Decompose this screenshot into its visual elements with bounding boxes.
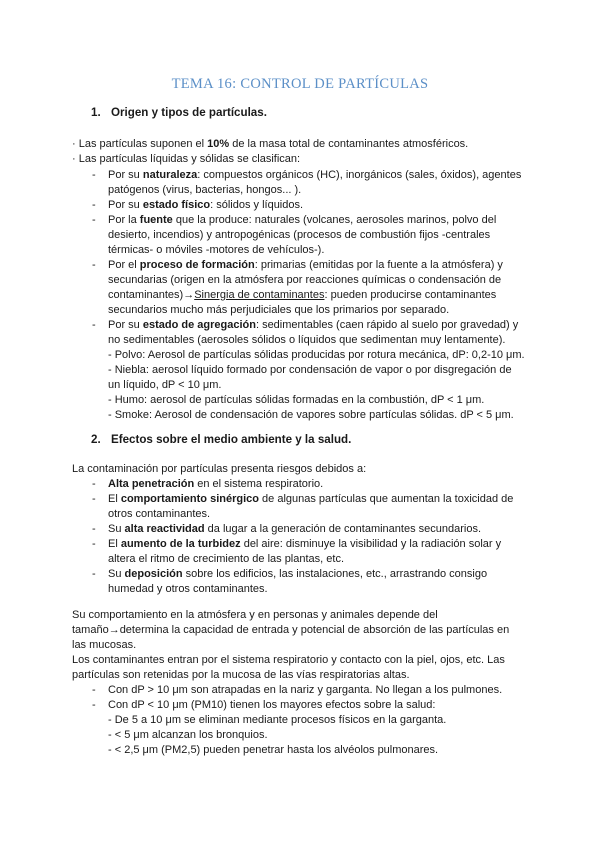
sub-item-5-10: - De 5 a 10 μm se eliminan mediante procesos físicos en la garganta. <box>108 714 447 726</box>
text: da lugar a la generación de contaminantes secundarios. <box>204 523 482 535</box>
text: El <box>108 493 121 505</box>
sub-item-niebla: - Niebla: aerosol líquido formado por condensación de vapor o por disgregación de <box>108 364 512 376</box>
text: Por el <box>108 259 140 271</box>
list-item-deposicion <box>108 567 487 582</box>
text-bold: fuente <box>139 214 173 226</box>
list-item-estado-agregacion <box>108 318 518 333</box>
list-bullet: - <box>92 169 96 181</box>
text-bold: naturaleza <box>142 169 198 181</box>
text: de la masa total de contaminantes atmosféricos. <box>229 138 469 150</box>
list-bullet: - <box>92 523 96 535</box>
list-item-turbidez <box>108 537 501 552</box>
sub-item-polvo: - Polvo: Aerosol de partículas sólidas producidas por rotura mecánica, dP: 0,2-10 μm. <box>108 349 525 361</box>
sub-item-humo: - Humo: aerosol de partículas sólidas formadas en la combustión, dP < 1 μm. <box>108 394 485 406</box>
paragraph-continuation: tamaño→determina la capacidad de entrada y potencial de absorción de las partículas en <box>72 624 510 636</box>
paragraph-continuation: las mucosas. <box>72 639 137 651</box>
text-bold: alta reactividad <box>124 523 205 535</box>
text-bold: deposición <box>124 568 183 580</box>
sub-item-less-5: - < 5 μm alcanzan los bronquios. <box>108 729 268 741</box>
text: : primarias (emitidas por la fuente a la atmósfera) y <box>254 259 503 271</box>
section-2-number: 2. <box>91 433 101 446</box>
text: Su <box>108 523 125 535</box>
list-item-naturaleza <box>108 168 521 183</box>
paragraph-risks-intro: La contaminación por partículas presenta riesgos debidos a: <box>72 463 367 475</box>
paragraph-classification: · Las partículas líquidas y sólidas se clasifican: <box>72 153 301 165</box>
text: Su <box>108 568 125 580</box>
text-bold: 10% <box>207 138 230 150</box>
list-item-continuation: no sedimentables (aerosoles sólidos o líquidos que sedimentan muy lentamente). <box>108 334 506 346</box>
list-bullet: - <box>92 684 96 696</box>
list-bullet: - <box>92 699 96 711</box>
paragraph-continuation: partículas son retenidas por la mucosa de las vías respiratorias altas. <box>72 669 410 681</box>
text: : sedimentables (caen rápido al suelo por gravedad) y <box>255 319 519 331</box>
page-title: TEMA 16: CONTROL DE PARTÍCULAS <box>171 76 429 92</box>
text: en el sistema respiratorio. <box>194 478 324 490</box>
text-bold: aumento de la turbidez <box>120 538 241 550</box>
list-item-dp-greater-10: Con dP > 10 μm son atrapadas en la nariz y garganta. No llegan a los pulmones. <box>108 684 503 696</box>
list-item-estado-fisico <box>108 198 303 213</box>
text: Por su <box>108 169 143 181</box>
list-item-pm10: Con dP < 10 μm (PM10) tienen los mayores efectos sobre la salud: <box>108 699 436 711</box>
text: : sólidos y líquidos. <box>210 199 304 211</box>
text-bold: proceso de formación <box>139 259 255 271</box>
section-2-heading <box>91 433 351 446</box>
list-item-alta-reactividad <box>108 522 481 537</box>
list-item-continuation: desierto, incendios) y antropogénicas (procesos de combustión fijos -centrales <box>108 229 491 241</box>
list-item-continuation: secundarios mucho más perjudiciales que los primarios por separado. <box>108 304 450 316</box>
list-item-continuation: térmicas- o móviles -motores de vehículos-). <box>108 244 325 256</box>
text: : compuestos orgánicos (HC), inorgánicos (sales, óxidos), agentes <box>197 169 522 181</box>
paragraph-mass <box>72 137 468 152</box>
text-bold: Alta penetración <box>108 478 195 490</box>
list-bullet: - <box>92 214 96 226</box>
text-bold: estado de agregación <box>142 319 256 331</box>
text: contaminantes)→ <box>108 289 195 301</box>
text-bold: estado físico <box>142 199 211 211</box>
text: · Las partículas suponen el <box>72 138 208 150</box>
list-bullet: - <box>92 538 96 550</box>
text: El <box>108 538 121 550</box>
list-item-continuation <box>108 288 496 303</box>
sub-item-smoke: - Smoke: Aerosol de condensación de vapores sobre partículas sólidas. dP < 5 μm. <box>108 409 514 421</box>
list-bullet: - <box>92 259 96 271</box>
paragraph-behaviour: Su comportamiento en la atmósfera y en personas y animales depende del <box>72 609 438 621</box>
section-1-number: 1. <box>91 106 101 119</box>
text: sobre los edificios, las instalaciones, etc., arrastrando consigo <box>182 568 488 580</box>
text-underlined: Sinergia de contaminantes <box>194 289 325 301</box>
text-bold: comportamiento sinérgico <box>120 493 259 505</box>
list-bullet: - <box>92 319 96 331</box>
text: Por su <box>108 319 143 331</box>
list-item-continuation: patógenos (virus, bacterias, hongos... ). <box>108 184 302 196</box>
list-item-alta-penetracion <box>108 477 323 492</box>
text: Por la <box>108 214 140 226</box>
section-1-heading <box>91 106 267 119</box>
text: Por su <box>108 199 143 211</box>
section-1-title: Origen y tipos de partículas. <box>111 106 267 119</box>
sub-item-continuation: un líquido, dP < 10 μm. <box>108 379 222 391</box>
text: : pueden producirse contaminantes <box>324 289 497 301</box>
list-bullet: - <box>92 568 96 580</box>
section-2-title: Efectos sobre el medio ambiente y la salud. <box>111 433 352 446</box>
sub-item-pm25: - < 2,5 μm (PM2,5) pueden penetrar hasta los alvéolos pulmonares. <box>108 744 439 756</box>
list-item-continuation: humedad y otros contaminantes. <box>108 583 268 595</box>
list-item-continuation: secundarias (origen en la atmósfera por reacciones químicas o condensación de <box>108 274 502 286</box>
paragraph-entry: Los contaminantes entran por el sistema respiratorio y contacto con la piel, ojos, etc. Las <box>72 654 505 666</box>
text: que la produce: naturales (volcanes, aerosoles marinos, polvo del <box>172 214 497 226</box>
text: del aire: disminuye la visibilidad y la radiación solar y <box>240 538 502 550</box>
list-bullet: - <box>92 478 96 490</box>
list-bullet: - <box>92 199 96 211</box>
list-item-continuation: altera el ritmo de crecimiento de las plantas, etc. <box>108 553 345 565</box>
list-bullet: - <box>92 493 96 505</box>
list-item-fuente <box>108 213 496 228</box>
list-item-continuation: otros contaminantes. <box>108 508 211 520</box>
list-item-comportamiento-sinergico <box>108 492 513 507</box>
text: de algunas partículas que aumentan la toxicidad de <box>258 493 514 505</box>
list-item-proceso-formacion <box>108 258 503 273</box>
